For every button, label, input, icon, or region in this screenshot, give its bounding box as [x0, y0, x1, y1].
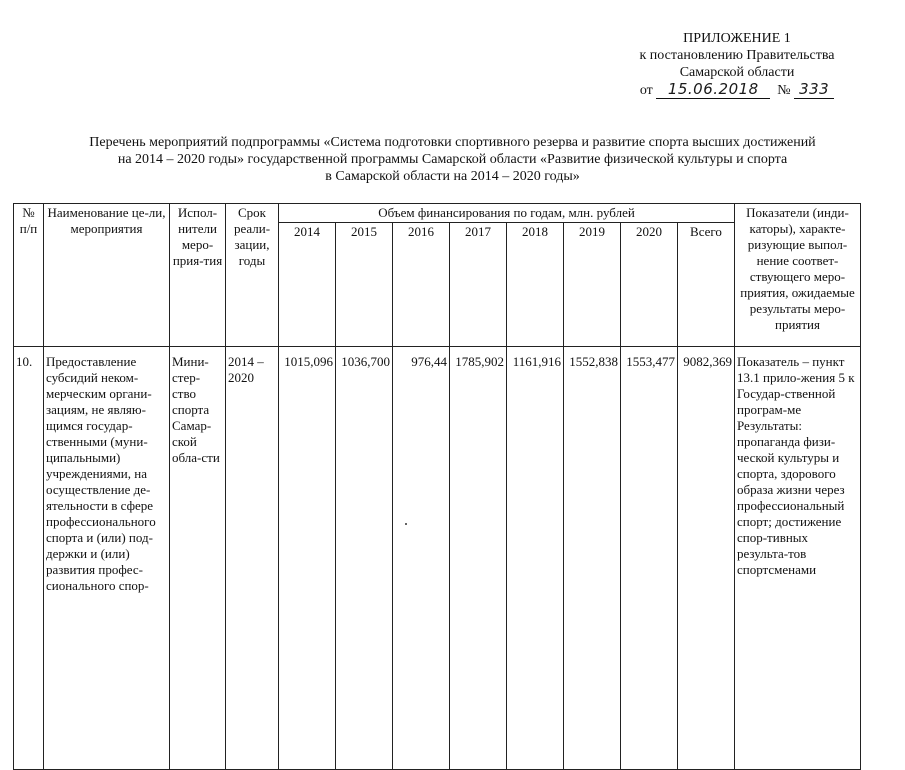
value-2020: 1553,477	[621, 347, 678, 770]
value-2018: 1161,916	[507, 347, 564, 770]
header-term: Срок реали-зации, годы	[226, 204, 279, 347]
year-2019: 2019	[564, 223, 621, 347]
value-2015: 1036,700	[336, 347, 393, 770]
row-executors: Мини-стер-ство спорта Самар-ской обла-сти	[170, 347, 226, 770]
appendix-block	[617, 30, 857, 99]
year-2014: 2014	[279, 223, 336, 347]
value-2014: 1015,096	[279, 347, 336, 770]
year-2018: 2018	[507, 223, 564, 347]
value-2019: 1552,838	[564, 347, 621, 770]
handwritten-date: 15.06.2018	[656, 81, 770, 99]
row-term: 2014 – 2020	[226, 347, 279, 770]
header-indicators: Показатели (инди-каторы), характе-ризующие выпол-нение соответ-ствующего меро-приятия, ожидаемые результаты меро-приятия	[735, 204, 861, 347]
title-line-2: на 2014 – 2020 годы» государственной программы Самарской области «Развитие физической культуры и спорта	[117, 152, 788, 167]
header-name: Наименование це-ли, мероприятия	[44, 204, 170, 347]
scan-speck	[405, 523, 407, 525]
row-number: 10.	[14, 347, 44, 770]
from-label: от	[639, 83, 653, 98]
handwritten-number: 333	[794, 81, 834, 99]
header-row	[14, 204, 861, 223]
value-total: 9082,369	[678, 347, 735, 770]
value-2016: 976,44	[393, 347, 450, 770]
header-executors: Испол-нители меро-прия-тия	[170, 204, 226, 347]
header-funding: Объем финансирования по годам, млн. рублей	[279, 204, 735, 223]
year-2016: 2016	[393, 223, 450, 347]
value-2017: 1785,902	[450, 347, 507, 770]
year-2020: 2020	[621, 223, 678, 347]
appendix-date-line	[617, 81, 857, 99]
measures-table	[13, 203, 861, 770]
appendix-region: Самарской области	[679, 65, 795, 80]
appendix-decree: к постановлению Правительства	[639, 48, 835, 63]
row-name: Предоставление субсидий неком-мерческим органи-зациям, не являю-щимся государ-ственными (муни-ципальными) учреждениями, на осуществление де-ятельности в сфере профессионального спорта и (или) под-держки и (или) развития профес-сионального спор-	[44, 347, 170, 770]
row-indicators: Показатель – пункт 13.1 прило-жения 5 к Государ-ственной програм-ме Результаты: пропаганда физи-ческой культуры и спорта, здорового образа жизни через профессиональный спорт; достижение спор-тивных результа-тов спортсменами	[735, 347, 861, 770]
header-number: № п/п	[14, 204, 44, 347]
number-label: №	[777, 83, 791, 98]
title-line-1: Перечень мероприятий подпрограммы «Система подготовки спортивного резерва и развитие спорта высших достижений	[89, 135, 816, 150]
table-row	[14, 347, 861, 770]
title-line-3: в Самарской области на 2014 – 2020 годы»	[325, 169, 580, 184]
year-2017: 2017	[450, 223, 507, 347]
year-total: Всего	[678, 223, 735, 347]
year-2015: 2015	[336, 223, 393, 347]
appendix-title: ПРИЛОЖЕНИЕ 1	[683, 31, 791, 46]
document-title	[0, 134, 905, 185]
